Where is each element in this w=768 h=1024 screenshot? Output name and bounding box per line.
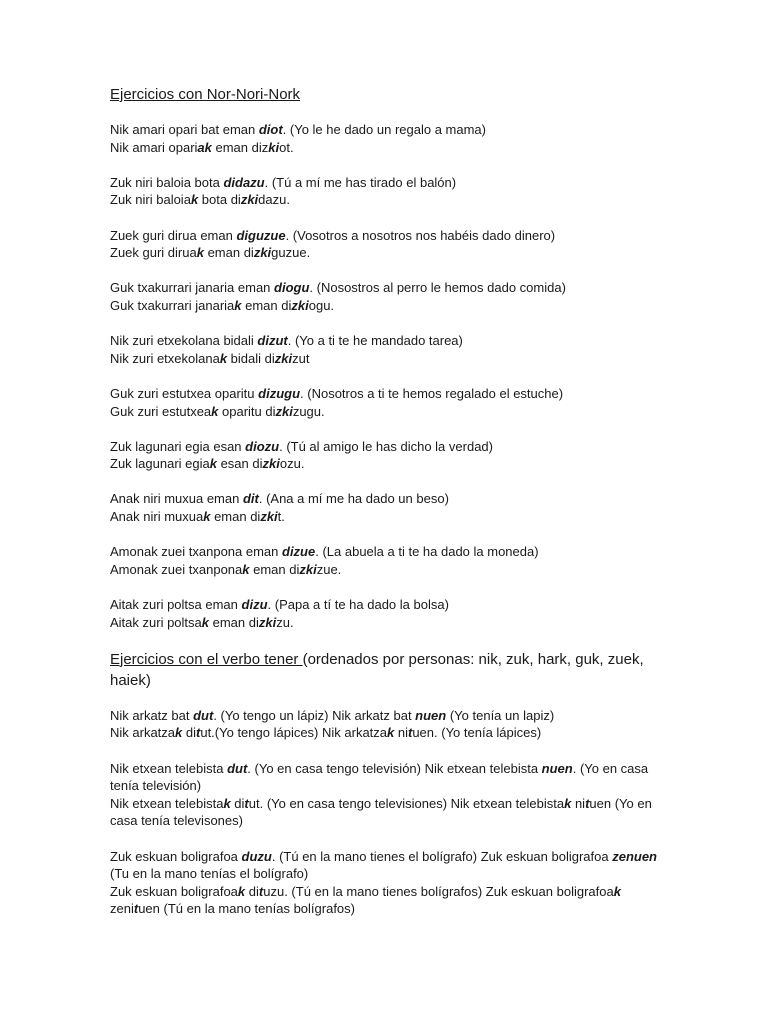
text-fragment: Amonak zuei txanpona <box>110 561 243 577</box>
highlighted-verb-fragment: ki <box>268 139 280 155</box>
text-fragment: . (Ana a mí me ha dado un beso) <box>258 491 449 507</box>
singular-sentence <box>110 279 670 297</box>
highlighted-verb-fragment: zki <box>258 614 277 630</box>
highlighted-verb-fragment: diguzue <box>236 227 286 243</box>
highlighted-verb-fragment: dizut <box>257 333 288 349</box>
text-fragment: zue. <box>316 561 342 577</box>
highlighted-verb-fragment: diot <box>258 122 283 137</box>
section-title-underlined: Ejercicios con el verbo tener <box>110 650 303 668</box>
text-fragment: uen (Tú en la mano tenías bolígrafos) <box>138 901 355 917</box>
text-fragment: Zuk lagunari egia <box>110 456 210 472</box>
text-fragment: Nik zuri etxekolana bidali <box>110 333 258 349</box>
exercise-pair <box>110 438 670 473</box>
text-fragment: . (Tú a mí me has tirado el balón) <box>264 174 457 190</box>
text-fragment: Guk txakurrari janaria <box>110 297 235 313</box>
tener-exercise <box>110 848 670 918</box>
text-fragment: Nik etxean telebista <box>110 760 228 776</box>
text-fragment: eman di <box>203 245 254 261</box>
text-fragment: Guk zuri estutxea <box>110 403 212 419</box>
exercise-pair <box>110 332 670 367</box>
plural-sentence <box>110 508 670 526</box>
singular-sentence <box>110 707 670 725</box>
highlighted-verb-fragment: k <box>564 795 572 811</box>
highlighted-verb-fragment: k <box>223 795 231 811</box>
text-fragment: zugu. <box>292 403 325 419</box>
text-fragment: Nik etxean telebista <box>110 795 224 811</box>
text-fragment: Guk zuri estutxea oparitu <box>110 385 259 401</box>
plural-sentence <box>110 350 670 368</box>
text-fragment: Zuk niri baloia bota <box>110 174 224 190</box>
plural-sentence <box>110 614 670 632</box>
text-fragment: Zuk lagunari egia esan <box>110 438 246 454</box>
text-fragment: eman di <box>209 614 259 630</box>
highlighted-verb-fragment: zki <box>253 245 272 261</box>
section-title-nor-nori-nork: Ejercicios con Nor-Nori-Nork <box>110 86 301 103</box>
text-fragment: Nik arkatza <box>110 725 176 741</box>
text-fragment: . (Nosotros a ti te hemos regalado el estuche) <box>300 385 564 401</box>
text-fragment: Zuek guri dirua eman <box>110 227 237 243</box>
plural-sentence <box>110 191 670 209</box>
text-fragment: esan di <box>216 456 263 472</box>
text-fragment: di <box>230 795 245 811</box>
plural-sentence <box>110 403 670 421</box>
text-fragment: eman di <box>241 297 292 313</box>
singular-sentence <box>110 543 670 561</box>
highlighted-verb-fragment: duzu <box>241 848 272 864</box>
highlighted-verb-fragment: ak <box>197 139 212 155</box>
highlighted-verb-fragment: diozu <box>245 438 280 454</box>
highlighted-verb-fragment: t <box>258 883 264 899</box>
text-fragment: (Yo tenía un lapiz) <box>446 707 555 723</box>
highlighted-verb-fragment: k <box>387 725 395 741</box>
plural-sentence <box>110 561 670 579</box>
highlighted-verb-fragment: k <box>219 350 228 366</box>
highlighted-verb-fragment: dizugu <box>258 385 301 401</box>
text-fragment: ozu. <box>279 456 305 472</box>
exercise-pair <box>110 121 670 156</box>
text-fragment: . (Yo le he dado un regalo a mama) <box>282 122 486 137</box>
highlighted-verb-fragment: t <box>196 725 201 741</box>
text-fragment: . (Yo en casa tenía televisión) <box>110 760 649 794</box>
text-fragment: Nik amari opari <box>110 139 198 155</box>
tener-exercise <box>110 707 670 742</box>
singular-sentence <box>110 848 670 883</box>
plural-sentence <box>110 297 670 315</box>
text-fragment: ni <box>571 795 586 811</box>
text-fragment: Nik amari opari bat eman <box>110 122 259 137</box>
text-fragment: . (La abuela a ti te ha dado la moneda) <box>315 544 539 560</box>
text-fragment: . (Yo a ti te he mandado tarea) <box>287 333 463 349</box>
plural-sentence <box>110 139 670 157</box>
exercise-pair <box>110 174 670 209</box>
plural-sentence <box>110 724 670 742</box>
exercise-pair <box>110 543 670 578</box>
highlighted-verb-fragment: nuen <box>415 707 447 723</box>
text-fragment: Zuek guri dirua <box>110 245 197 261</box>
highlighted-verb-fragment: zki <box>274 350 293 366</box>
text-fragment: t. <box>277 509 285 525</box>
text-fragment: uen. (Yo tenía lápices) <box>412 725 542 741</box>
highlighted-verb-fragment: k <box>203 509 211 525</box>
singular-sentence <box>110 332 670 350</box>
highlighted-verb-fragment: t <box>133 901 139 917</box>
highlighted-verb-fragment: dizue <box>282 544 316 560</box>
text-fragment: ut.(Yo tengo lápices) Nik arkatza <box>200 725 388 741</box>
text-fragment: . (Nosostros al perro le hemos dado comida) <box>309 280 566 296</box>
highlighted-verb-fragment: dut <box>193 707 214 723</box>
plural-sentence <box>110 883 670 918</box>
text-fragment: oparitu di <box>218 403 276 419</box>
text-fragment: Zuk eskuan boligrafoa <box>110 883 238 899</box>
text-fragment: ni <box>394 725 408 741</box>
highlighted-verb-fragment: diogu <box>274 280 310 296</box>
text-fragment: uen (Yo en casa tenía televisones) <box>110 795 652 829</box>
plural-sentence <box>110 795 670 830</box>
plural-sentence <box>110 244 670 262</box>
text-fragment: Aitak zuri poltsa eman <box>110 597 242 613</box>
text-fragment: ot. <box>279 139 294 155</box>
highlighted-verb-fragment: k <box>234 297 242 313</box>
highlighted-verb-fragment: k <box>613 883 621 899</box>
highlighted-verb-fragment: k <box>175 725 183 741</box>
text-fragment: . (Vosotros a nosotros nos habéis dado dinero) <box>285 227 556 243</box>
text-fragment: di <box>245 883 259 899</box>
text-fragment: guzue. <box>271 245 311 261</box>
singular-sentence <box>110 227 670 245</box>
text-fragment: bidali di <box>227 350 275 366</box>
tener-exercise <box>110 760 670 830</box>
highlighted-verb-fragment: nuen <box>541 760 573 776</box>
text-fragment: Zuk niri baloia <box>110 192 191 208</box>
text-fragment: zeni <box>110 901 134 917</box>
singular-sentence <box>110 121 670 139</box>
text-fragment: dazu. <box>258 192 290 208</box>
highlighted-verb-fragment: zki <box>299 561 317 577</box>
highlighted-verb-fragment: t <box>585 795 590 811</box>
plural-sentence <box>110 455 670 473</box>
text-fragment: . (Tú al amigo le has dicho la verdad) <box>279 438 493 454</box>
text-fragment: ut. (Yo en casa tengo televisiones) Nik etxean telebista <box>248 795 565 811</box>
text-fragment: uzu. (Tú en la mano tienes bolígrafos) Zuk eskuan boligrafoa <box>263 883 614 899</box>
text-fragment: Anak niri muxua eman <box>110 491 243 507</box>
text-fragment: . (Yo en casa tengo televisión) Nik etxean telebista <box>247 760 542 776</box>
highlighted-verb-fragment: k <box>237 883 246 899</box>
highlighted-verb-fragment: zki <box>275 403 293 419</box>
text-fragment: Guk txakurrari janaria eman <box>110 280 275 296</box>
highlighted-verb-fragment: k <box>196 245 204 261</box>
highlighted-verb-fragment: zenuen <box>612 848 658 864</box>
text-fragment: eman di <box>210 509 261 525</box>
section-nor-nori-nork <box>110 121 670 631</box>
singular-sentence <box>110 490 670 508</box>
singular-sentence <box>110 438 670 456</box>
exercise-pair <box>110 385 670 420</box>
text-fragment: . (Papa a tí te ha dado la bolsa) <box>267 597 449 613</box>
text-fragment: bota di <box>198 192 241 208</box>
text-fragment: eman di <box>249 561 300 577</box>
exercise-pair <box>110 490 670 525</box>
section-verbo-tener <box>110 707 670 918</box>
text-fragment: Nik zuri etxekolana <box>110 350 220 366</box>
highlighted-verb-fragment: zki <box>240 192 259 208</box>
text-fragment: zu. <box>276 614 294 630</box>
section-title-verbo-tener <box>110 649 670 691</box>
text-fragment: . (Yo tengo un lápiz) Nik arkatz bat <box>213 707 416 723</box>
highlighted-verb-fragment: t <box>244 795 249 811</box>
highlighted-verb-fragment: didazu <box>223 174 265 190</box>
highlighted-verb-fragment: k <box>190 192 199 208</box>
text-fragment: di <box>182 725 196 741</box>
highlighted-verb-fragment: dizu <box>241 597 268 613</box>
highlighted-verb-fragment: dut <box>227 760 248 776</box>
singular-sentence <box>110 760 670 795</box>
section-title-rest: (ordenados por personas: nik, zuk, hark, guk, zuek, haiek) <box>110 650 644 689</box>
text-fragment: Amonak zuei txanpona eman <box>110 544 282 560</box>
exercise-pair <box>110 227 670 262</box>
text-fragment: ogu. <box>308 297 335 313</box>
highlighted-verb-fragment: zki <box>262 456 280 472</box>
highlighted-verb-fragment: k <box>201 614 209 630</box>
exercise-pair <box>110 279 670 314</box>
text-fragment: (Tu en la mano tenías el bolígrafo) <box>110 866 309 882</box>
text-fragment: Anak niri muxua <box>110 509 204 525</box>
exercise-pair <box>110 596 670 631</box>
highlighted-verb-fragment: dit <box>242 491 259 507</box>
text-fragment: Nik arkatz bat <box>110 707 194 723</box>
singular-sentence <box>110 385 670 403</box>
highlighted-verb-fragment: zki <box>260 509 278 525</box>
text-fragment: . (Tú en la mano tienes el bolígrafo) Zuk eskuan boligrafoa <box>271 848 613 864</box>
highlighted-verb-fragment: t <box>407 725 413 741</box>
highlighted-verb-fragment: k <box>211 403 219 419</box>
text-fragment: Aitak zuri poltsa <box>110 614 202 630</box>
highlighted-verb-fragment: zki <box>291 297 309 313</box>
document-page <box>110 85 670 936</box>
highlighted-verb-fragment: k <box>242 561 250 577</box>
text-fragment: eman diz <box>211 139 269 155</box>
singular-sentence <box>110 596 670 614</box>
singular-sentence <box>110 174 670 192</box>
highlighted-verb-fragment: k <box>209 456 217 472</box>
text-fragment: zut <box>292 350 310 366</box>
text-fragment: Zuk eskuan boligrafoa <box>110 848 242 864</box>
